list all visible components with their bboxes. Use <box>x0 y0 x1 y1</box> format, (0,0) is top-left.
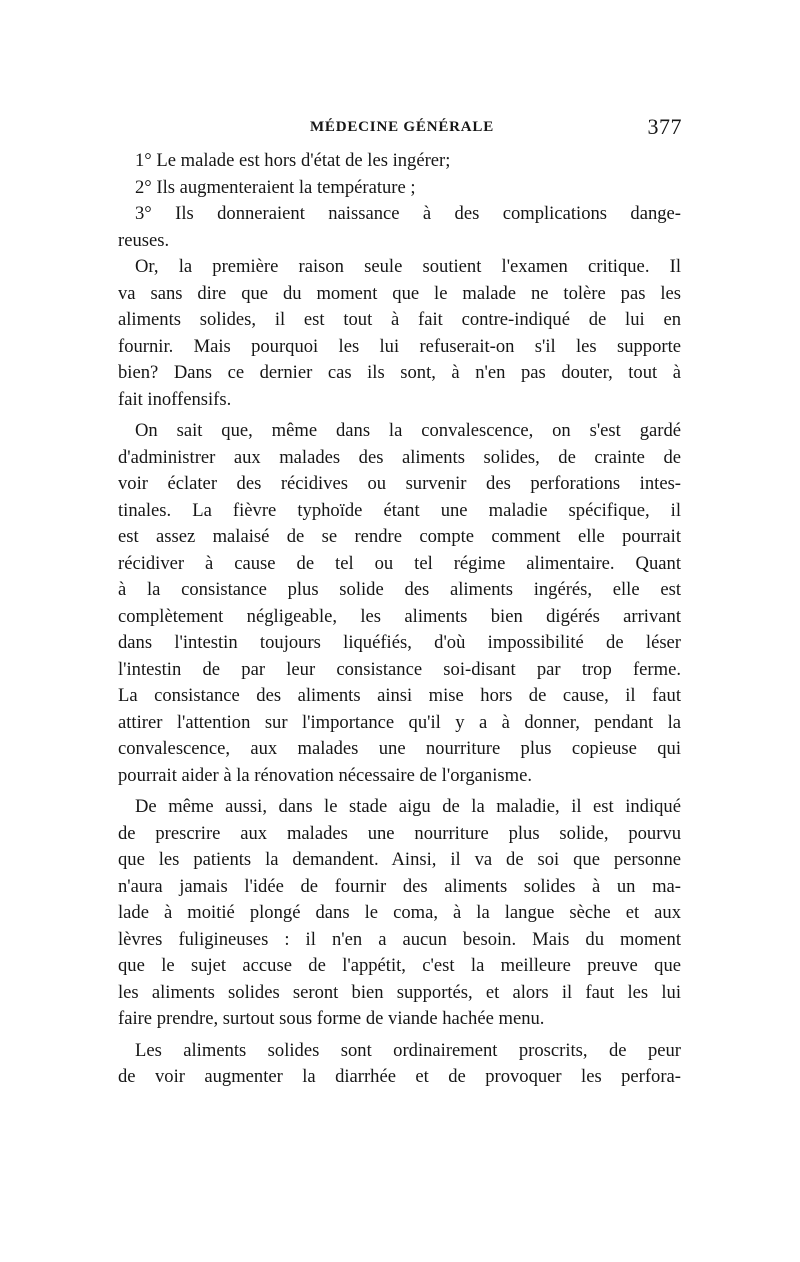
text-line: complètement négligeable, les aliments bien digérés arrivant <box>118 605 681 627</box>
text-line: Or, la première raison seule soutient l'examen critique. Il <box>135 256 681 277</box>
text-line: convalescence, aux malades une nourriture plus copieuse qui <box>118 738 681 759</box>
text-line: attirer l'attention sur l'importance qu'il y a à donner, pendant la <box>118 711 681 733</box>
text-line: bien? Dans ce dernier cas ils sont, à n'en pas douter, tout à <box>118 362 681 383</box>
text-line: 2° Ils augmenteraient la température ; <box>135 176 416 198</box>
text-line: Les aliments solides sont ordinairement proscrits, de peur <box>135 1039 681 1061</box>
text-line: va sans dire que du moment que le malade ne tolère pas les <box>118 282 681 304</box>
list-item-3 <box>118 201 681 254</box>
text-line: La consistance des aliments ainsi mise hors de cause, il faut <box>118 685 681 706</box>
text-line: pourrait aider à la rénovation nécessaire de l'organisme. <box>118 764 532 786</box>
text-line: 3° Ils donneraient naissance à des complications dange- <box>135 203 681 224</box>
list-item-1 <box>118 148 681 175</box>
text-line: que le sujet accuse de l'appétit, c'est la meilleure preuve que <box>118 955 681 976</box>
text-line: De même aussi, dans le stade aigu de la maladie, il est indiqué <box>135 796 681 817</box>
text-line: à la consistance plus solide des aliments ingérés, elle est <box>118 579 681 600</box>
text-line: que les patients la demandent. Ainsi, il va de soi que personne <box>118 849 681 870</box>
paragraph-2 <box>118 418 681 789</box>
text-line: les aliments solides seront bien supportés, et alors il faut les lui <box>118 981 681 1003</box>
text-line: tinales. La fièvre typhoïde étant une maladie spécifique, il <box>118 499 681 521</box>
body-text <box>118 148 681 1091</box>
text-line: d'administrer aux malades des aliments solides, de crainte de <box>118 446 681 468</box>
text-line: reuses. <box>118 229 170 251</box>
text-line: n'aura jamais l'idée de fournir des aliments solides à un ma- <box>118 875 681 897</box>
text-line: voir éclater des récidives ou survenir des perforations intes- <box>118 473 681 494</box>
text-line: de voir augmenter la diarrhée et de provoquer les perfora- <box>118 1066 681 1087</box>
text-line: est assez malaisé de se rendre compte comment elle pourrait <box>118 526 681 547</box>
paragraph-4 <box>118 1038 681 1091</box>
text-line: récidiver à cause de tel ou tel régime alimentaire. Quant <box>118 552 681 574</box>
text-line: fait inoffensifs. <box>118 388 232 410</box>
text-line: faire prendre, surtout sous forme de viande hachée menu. <box>118 1008 545 1029</box>
paragraph-3 <box>118 794 681 1033</box>
list-item-2 <box>118 175 681 202</box>
text-line: On sait que, même dans la convalescence, on s'est gardé <box>135 420 681 441</box>
page-number: 377 <box>647 114 682 139</box>
page-header <box>118 116 686 144</box>
text-line: fournir. Mais pourquoi les lui refuserait-on s'il les supporte <box>118 335 681 357</box>
text-line: dans l'intestin toujours liquéfiés, d'où impossibilité de léser <box>118 632 681 653</box>
text-line: aliments solides, il est tout à fait contre-indiqué de lui en <box>118 309 681 330</box>
text-line: 1° Le malade est hors d'état de les ingérer; <box>135 150 451 171</box>
text-line: lèvres fuligineuses : il n'en a aucun besoin. Mais du moment <box>118 928 681 950</box>
text-line: lade à moitié plongé dans le coma, à la langue sèche et aux <box>118 902 681 923</box>
text-line: l'intestin de par leur consistance soi-disant par trop ferme. <box>118 658 681 680</box>
running-title: MÉDECINE GÉNÉRALE <box>309 119 495 135</box>
text-line: de prescrire aux malades une nourriture plus solide, pourvu <box>118 822 681 844</box>
paragraph-1 <box>118 254 681 413</box>
